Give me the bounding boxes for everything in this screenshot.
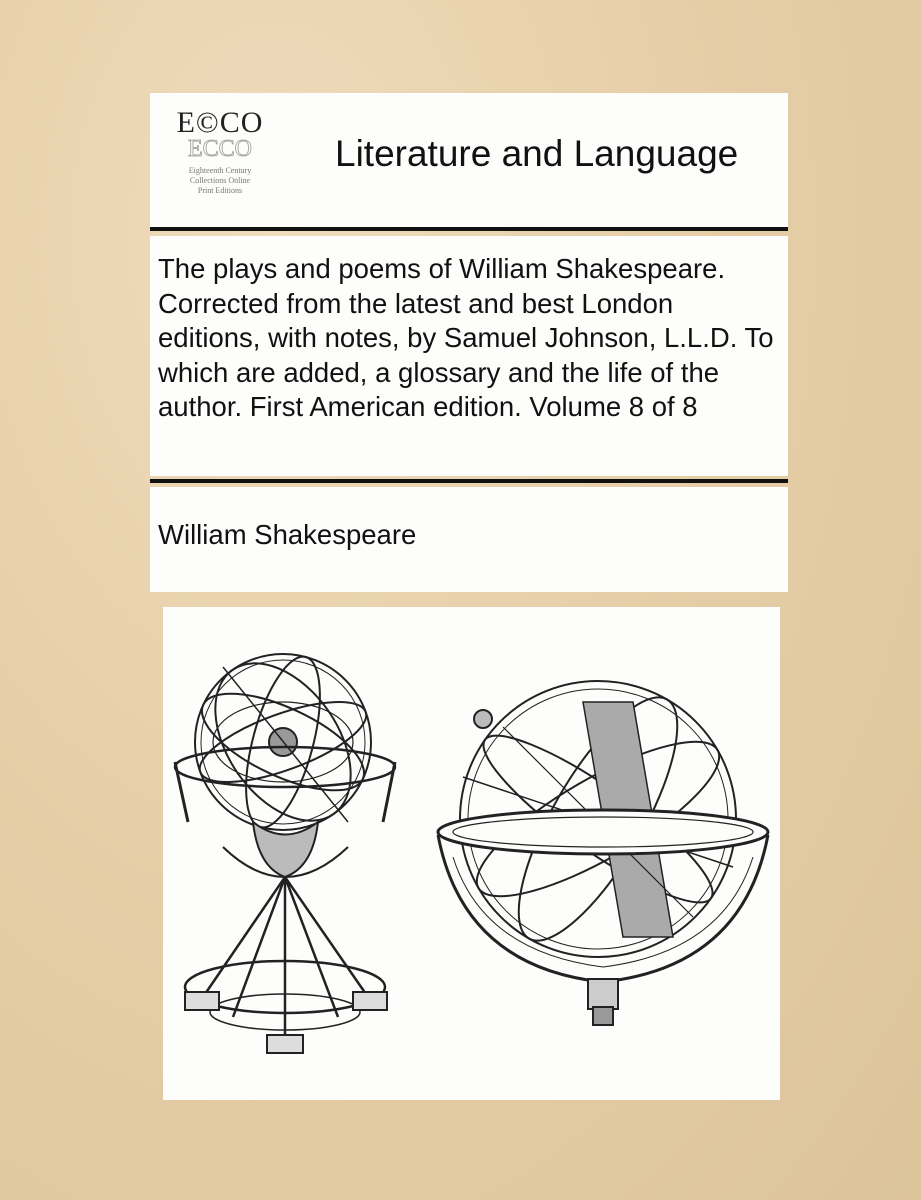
logo-outline-icon: [170, 139, 270, 161]
series-title: Literature and Language: [335, 133, 739, 174]
header-panel: [150, 93, 788, 227]
book-title: The plays and poems of William Shakespeare. Corrected from the latest and best London editions, with notes, by Samuel Johnson, L.L.D. To which are added, a glossary and the life of the author. First American edition. Volume 8 of 8: [158, 253, 774, 422]
svg-text:ECCO: ECCO: [187, 139, 253, 161]
armillary-sphere-right-icon: [163, 607, 780, 1100]
logo-line-3: Print Editions: [197, 186, 243, 195]
author-name: William Shakespeare: [158, 519, 417, 550]
logo-line-1: Eighteenth Century: [188, 166, 252, 175]
divider-rule: [150, 479, 788, 483]
illustration-panel: [163, 607, 780, 1100]
logo-line-2: Collections Online: [189, 176, 251, 185]
divider-rule: [150, 227, 788, 231]
author-panel: [150, 487, 788, 592]
logo-mark: E©CO: [176, 106, 264, 139]
title-panel: [150, 236, 788, 476]
ecco-logo: [170, 107, 270, 215]
